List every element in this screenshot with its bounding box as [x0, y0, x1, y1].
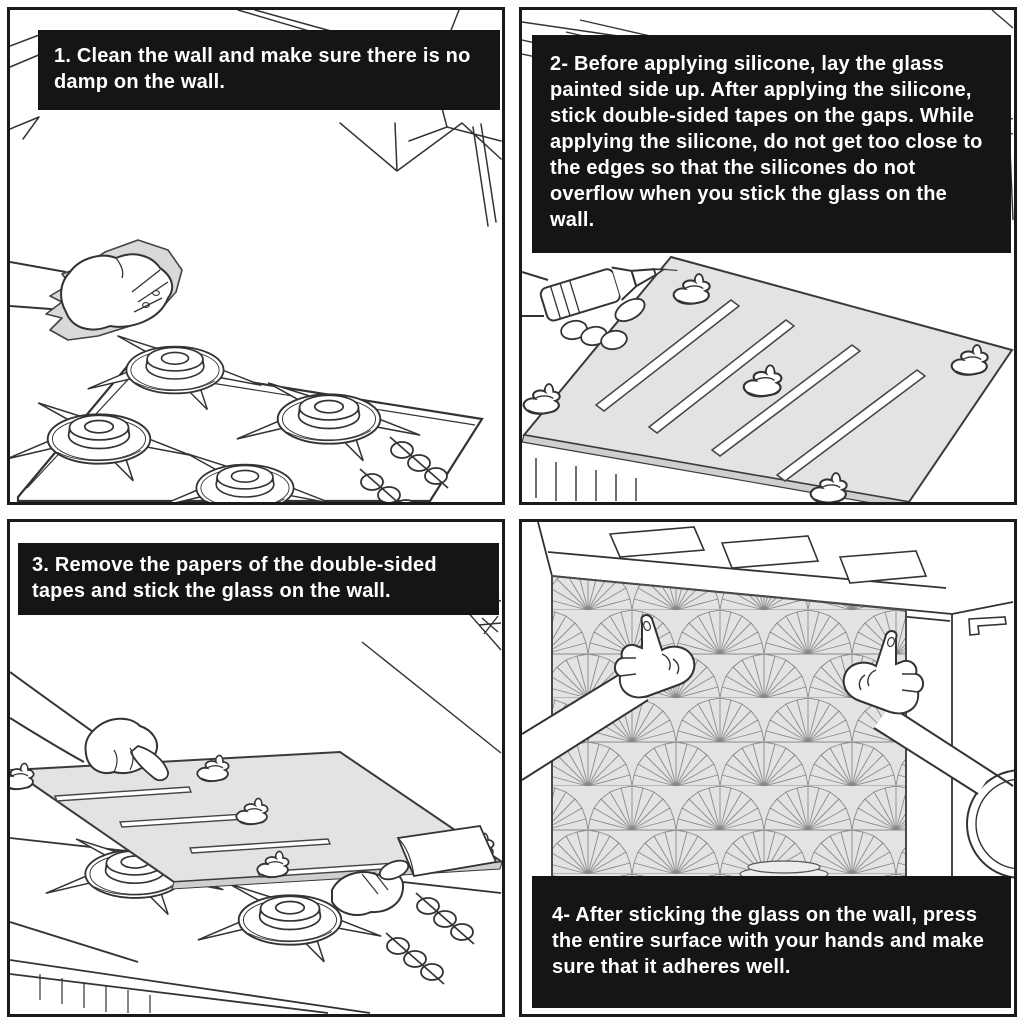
step-4-panel — [519, 519, 1017, 1017]
step-3-panel — [7, 519, 505, 1017]
hood-filter-panels — [610, 527, 926, 583]
silicone-dollop — [10, 763, 34, 789]
step-4-caption: 4- After sticking the glass on the wall, press the entire surface with your hands and make sure that it adheres well. — [532, 876, 1011, 1008]
cabinet-handle-sketch — [969, 617, 1006, 635]
wiping-hand-with-cloth — [10, 240, 182, 340]
silicone-dollop — [524, 384, 560, 414]
step-2-panel — [519, 7, 1017, 505]
step-1-caption: 1. Clean the wall and make sure there is no damp on the wall. — [38, 30, 500, 110]
gas-cooktop-sketch — [10, 336, 482, 502]
step-2-caption: 2- Before applying silicone, lay the glass painted side up. After applying the silicone, stick double-sided tapes on the gaps. While applying the silicone, do not get too close to the edges so that the silicones do not overflow when you stick the glass on the wall. — [532, 35, 1011, 253]
patterned-glass-backsplash — [552, 576, 906, 888]
left-holding-hand — [10, 672, 168, 780]
sparkle-mark — [479, 616, 501, 634]
step-1-panel — [7, 7, 505, 505]
step-3-caption: 3. Remove the papers of the double-sided tapes and stick the glass on the wall. — [18, 543, 499, 615]
